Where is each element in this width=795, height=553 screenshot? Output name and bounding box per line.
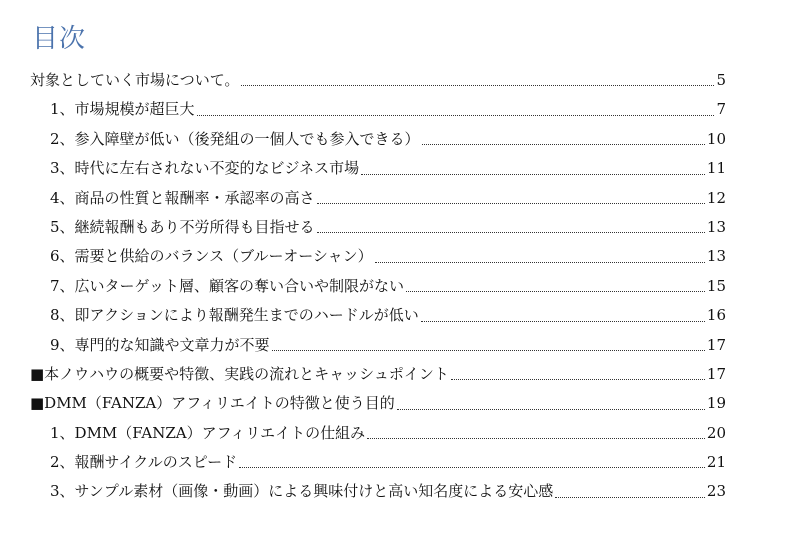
toc-entry[interactable]: [30, 66, 726, 95]
toc-entry[interactable]: [30, 272, 726, 301]
dot-leader: [555, 497, 705, 498]
toc-page-number: 19: [706, 394, 726, 413]
dot-leader: [272, 350, 705, 351]
toc-page-number: 13: [706, 217, 726, 236]
toc-page-number: 17: [706, 364, 726, 383]
dot-leader: [375, 262, 705, 263]
toc-page-number: 16: [706, 306, 726, 325]
toc-entry-title: 2、参入障壁が低い（後発組の一個人でも参入できる）: [50, 129, 420, 148]
toc-entry[interactable]: [30, 331, 726, 360]
toc-entry[interactable]: [30, 184, 726, 213]
toc-entry[interactable]: [30, 213, 726, 242]
dot-leader: [397, 409, 705, 410]
toc-entry-title: 9、専門的な知識や文章力が不要: [50, 335, 270, 354]
toc-entry-title: 8、即アクションにより報酬発生までのハードルが低い: [50, 306, 419, 325]
toc-heading: 目次: [32, 24, 87, 54]
toc-page-number: 23: [706, 482, 726, 501]
toc-entry-title: 5、継続報酬もあり不労所得も目指せる: [50, 217, 315, 236]
toc-entry[interactable]: [30, 125, 726, 154]
toc-entry[interactable]: [30, 242, 726, 271]
toc-page-number: 10: [706, 129, 726, 148]
toc-page-number: 11: [706, 159, 726, 178]
toc-entry[interactable]: [30, 419, 726, 448]
toc-page-number: 7: [716, 100, 726, 119]
toc-page-number: 21: [706, 453, 726, 472]
toc-entry[interactable]: [30, 389, 726, 418]
toc-entry-title: ■DMM（FANZA）アフィリエイトの特徴と使う目的: [30, 394, 395, 413]
toc-entry-title: 6、需要と供給のバランス（ブルーオーシャン）: [50, 247, 373, 266]
dot-leader: [241, 85, 714, 86]
toc-entry[interactable]: [30, 360, 726, 389]
toc-page-number: 20: [706, 423, 726, 442]
toc-entry-title: 3、サンプル素材（画像・動画）による興味付けと高い知名度による安心感: [50, 482, 554, 501]
toc-page-number: 17: [706, 335, 726, 354]
dot-leader: [421, 321, 705, 322]
table-of-contents: [30, 66, 726, 507]
toc-entry[interactable]: [30, 95, 726, 124]
toc-entry[interactable]: [30, 448, 726, 477]
dot-leader: [317, 203, 705, 204]
dot-leader: [239, 467, 705, 468]
toc-entry-title: 1、市場規模が超巨大: [50, 100, 195, 119]
dot-leader: [197, 115, 714, 116]
dot-leader: [361, 174, 705, 175]
toc-entry-title: 2、報酬サイクルのスピード: [50, 453, 238, 472]
toc-entry[interactable]: [30, 477, 726, 506]
toc-page-number: 5: [716, 70, 726, 89]
toc-entry-title: 4、商品の性質と報酬率・承認率の高さ: [50, 188, 315, 207]
dot-leader: [367, 438, 705, 439]
dot-leader: [422, 144, 705, 145]
dot-leader: [317, 232, 705, 233]
dot-leader: [406, 291, 705, 292]
toc-entry-title: 3、時代に左右されない不変的なビジネス市場: [50, 159, 360, 178]
toc-entry-title: 7、広いターゲット層、顧客の奪い合いや制限がない: [50, 276, 404, 295]
dot-leader: [451, 379, 705, 380]
toc-page-number: 12: [706, 188, 726, 207]
toc-page-number: 13: [706, 247, 726, 266]
toc-entry[interactable]: [30, 154, 726, 183]
toc-entry-title: 1、DMM（FANZA）アフィリエイトの仕組み: [50, 423, 366, 442]
toc-page-number: 15: [706, 276, 726, 295]
toc-entry[interactable]: [30, 301, 726, 330]
toc-entry-title: 対象としていく市場について。: [30, 70, 240, 89]
toc-entry-title: ■本ノウハウの概要や特徴、実践の流れとキャッシュポイント: [30, 364, 449, 383]
